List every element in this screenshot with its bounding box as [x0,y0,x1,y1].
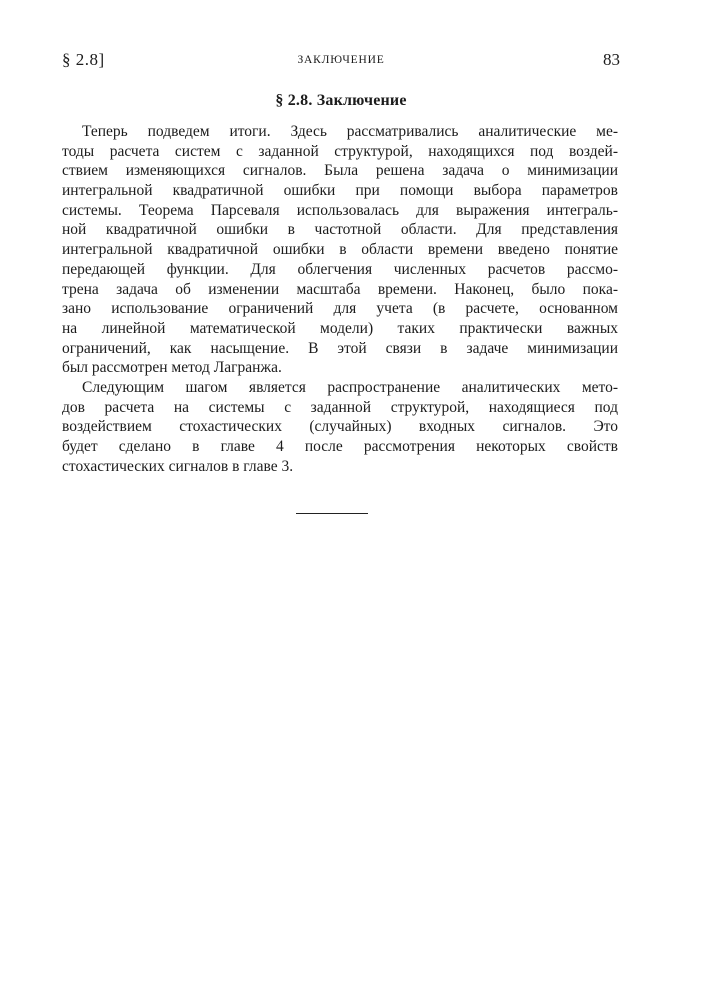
text-line: зано использование ограничений для учета (в расчете, основанном [62,300,618,318]
text-line: будет сделано в главе 4 после рассмотрения некоторых свойств [62,438,618,455]
header-section-ref: § 2.8] [62,50,105,69]
text-line: ной квадратичной ошибки в частотной области. Для представления [62,221,618,239]
paragraph-2 [62,378,618,476]
body-text [62,122,618,476]
text-line: дов расчета на системы с заданной структурой, находящиеся под [62,398,618,416]
text-line: ствием изменяющихся сигналов. Была решена задача о минимизации [62,162,618,180]
page-number: 83 [603,50,620,69]
text-line: передающей функции. Для облегчения численных расчетов рассмо- [62,260,618,278]
running-header [62,50,620,72]
header-chapter-title: ЗАКЛЮЧЕНИЕ [297,54,385,66]
section-title: § 2.8. Заключение [275,92,407,109]
text-line: Теперь подведем итоги. Здесь рассматривались аналитические ме- [82,123,618,140]
text-line: был рассмотрен метод Лагранжа. [62,359,282,377]
text-line: на линейной математической модели) таких практически важных [62,319,618,337]
text-line: интегральной квадратичной ошибки при помощи выбора параметров [62,182,618,200]
text-line: воздействием стохастических (случайных) входных сигналов. Это [62,418,618,436]
text-line: стохастических сигналов в главе 3. [62,457,294,475]
text-line: ограничений, как насыщение. В этой связи в задаче минимизации [62,339,618,357]
paragraph-1 [62,122,618,378]
text-line: трена задача об изменении масштаба времени. Наконец, было пока- [62,280,618,298]
text-line: системы. Теорема Парсеваля использовалась для выражения интеграль- [62,201,618,219]
text-line: тоды расчета систем с заданной структурой, находящихся под воздей- [62,142,618,160]
text-line: интегральной квадратичной ошибки в области времени введено понятие [62,241,618,259]
text-line: Следующим шагом является распространение аналитических мето- [82,378,618,396]
section-end-rule [296,513,368,514]
